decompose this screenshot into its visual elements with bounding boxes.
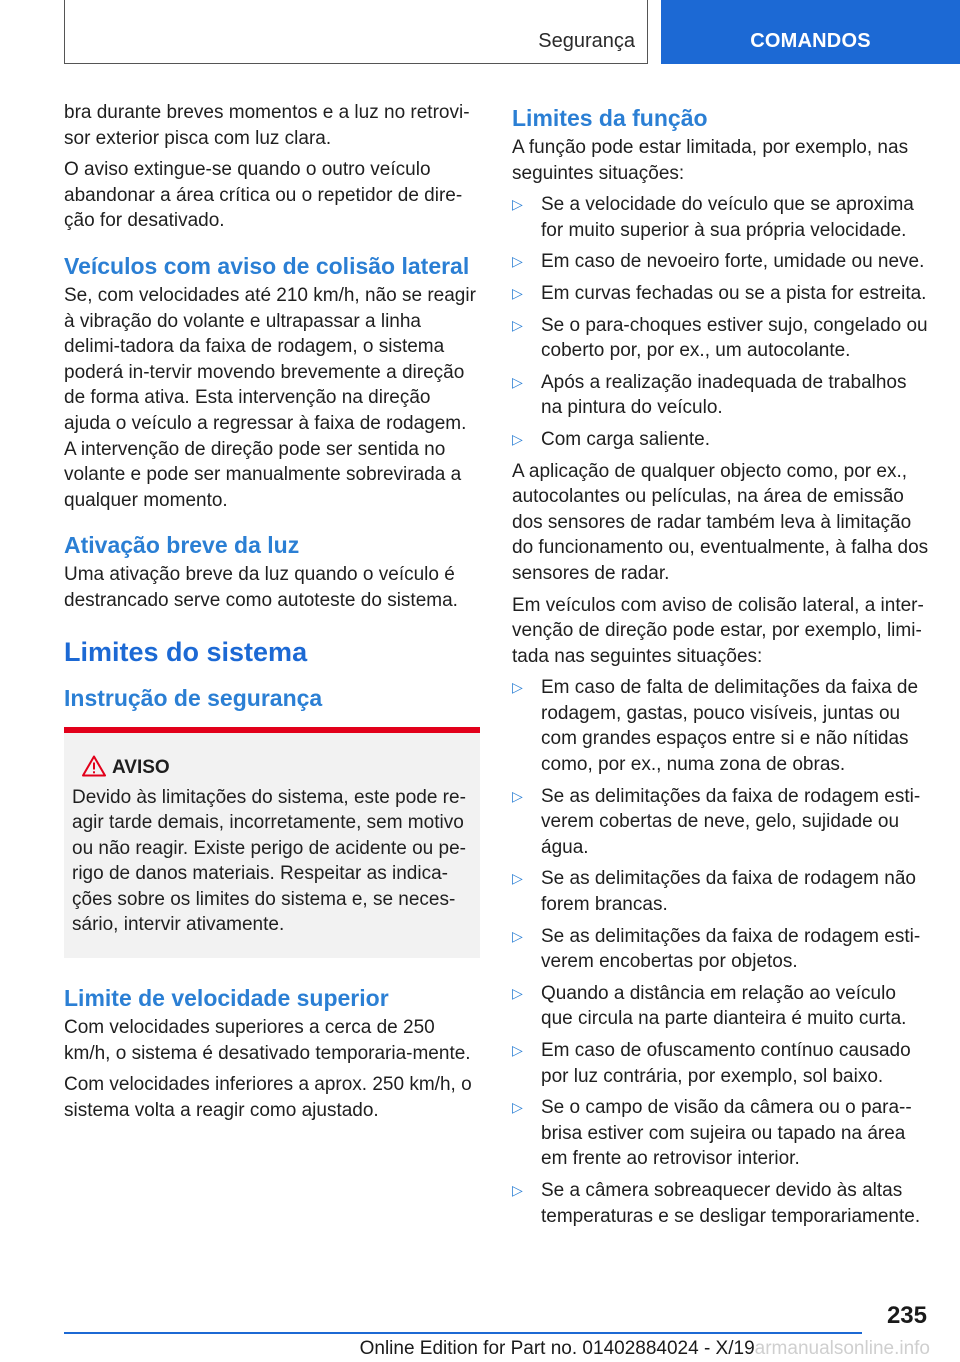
left-column bbox=[64, 100, 480, 1129]
list-item-text: Após a realização inadequada de trabalhos na pintura do veículo. bbox=[541, 371, 907, 419]
paragraph: bra durante breves momentos e a luz no retrovi-sor exterior pisca com luz clara. bbox=[64, 102, 470, 149]
list-item-text: Se a câmera sobreaquecer devido às altas temperaturas e se desligar temporariamente. bbox=[541, 1179, 921, 1227]
footer-divider bbox=[64, 1332, 862, 1334]
triangle-bullet-icon: ▷ bbox=[512, 1181, 523, 1198]
heading-function-limits: Limites da função bbox=[512, 105, 708, 131]
triangle-bullet-icon: ▷ bbox=[512, 679, 523, 696]
paragraph: Se, com velocidades até 210 km/h, não se reagir à vibração do volante e ultrapassar a linha delimi-tadora da faixa de rodagem, o sistema poderá in-tervir movendo brevemente a direção de forma ativa. Esta intervenção na direção ajuda o veículo a regressar à faixa de rodagem. A intervenção de direção pode ser sentida no volante e pode ser manualmente sobrevirada a qualquer momento. bbox=[64, 284, 476, 511]
list-item-text: Se a velocidade do veículo que se aproxima for muito superior à sua própria velocidade. bbox=[541, 194, 914, 241]
list-item bbox=[512, 370, 930, 421]
triangle-bullet-icon: ▷ bbox=[512, 284, 523, 301]
footer-edition: Online Edition for Part no. 01402884024 - X/19 bbox=[359, 1338, 755, 1359]
heading-side-collision: Veículos com aviso de colisão lateral bbox=[64, 252, 470, 279]
heading-safety-instruction: Instrução de segurança bbox=[64, 684, 323, 711]
list-item bbox=[512, 784, 930, 861]
list-item-text: Se o campo de visão da câmera ou o para--brisa estiver com sujeira ou tapado na área em frente ao retrovisor interior. bbox=[541, 1097, 912, 1170]
list-item bbox=[512, 981, 930, 1032]
list-item-text: Em caso de falta de delimitações da faixa de rodagem, gastas, pouco visíveis, juntas ou com grandes espaços entre si e não nítidas como, por ex., numa zona de obras. bbox=[541, 677, 919, 776]
list-item bbox=[512, 192, 930, 243]
heading-light-activation: Ativação breve da luz bbox=[64, 532, 300, 559]
list-item bbox=[512, 313, 930, 364]
triangle-bullet-icon: ▷ bbox=[512, 870, 523, 887]
list-item-text: Se o para-choques estiver sujo, congelado ou coberto por, por ex., um autocolante. bbox=[541, 314, 928, 362]
triangle-bullet-icon: ▷ bbox=[512, 196, 523, 213]
paragraph: Com velocidades inferiores a aprox. 250 km/h, o sistema volta a reagir como ajustado. bbox=[64, 1074, 472, 1121]
list-item-text: Em curvas fechadas ou se a pista for estreita. bbox=[541, 282, 927, 304]
list-item-text: Em caso de ofuscamento contínuo causado por luz contrária, por exemplo, sol baixo. bbox=[541, 1040, 911, 1087]
list-item bbox=[512, 427, 930, 453]
warning-triangle-icon bbox=[82, 755, 106, 782]
triangle-bullet-icon: ▷ bbox=[512, 373, 523, 390]
list-item-text: Com carga saliente. bbox=[541, 428, 710, 450]
list-item bbox=[512, 1178, 930, 1229]
triangle-bullet-icon: ▷ bbox=[512, 984, 523, 1001]
footer-watermark: armanualsonline.info bbox=[754, 1338, 930, 1359]
bullet-list bbox=[512, 675, 930, 1229]
header-chapter-title: COMANDOS bbox=[750, 30, 871, 52]
bullet-list bbox=[512, 192, 930, 452]
heading-system-limits: Limites do sistema bbox=[64, 636, 308, 667]
list-item-text: Se as delimitações da faixa de rodagem não forem brancas. bbox=[541, 868, 916, 916]
right-column bbox=[512, 100, 930, 1235]
paragraph: Em veículos com aviso de colisão lateral, a inter-venção de direção pode estar, por exemplo, limi-tada nas seguintes situações: bbox=[512, 594, 924, 667]
heading-speed-limit: Limite de velocidade superior bbox=[64, 985, 389, 1012]
triangle-bullet-icon: ▷ bbox=[512, 253, 523, 270]
list-item bbox=[512, 1038, 930, 1089]
list-item bbox=[512, 924, 930, 975]
paragraph: A aplicação de qualquer objecto como, por ex., autocolantes ou películas, na área de emissão dos sensores de radar também leva à limitação do funcionamento ou, eventualmente, à falha dos sensores de radar. bbox=[512, 460, 929, 584]
warning-box bbox=[64, 727, 480, 959]
triangle-bullet-icon: ▷ bbox=[512, 1042, 523, 1058]
footer bbox=[0, 1338, 930, 1360]
list-item-text: Se as delimitações da faixa de rodagem esti-verem cobertas de neve, gelo, sujidade ou água. bbox=[541, 785, 921, 858]
triangle-bullet-icon: ▷ bbox=[512, 927, 523, 944]
warning-header bbox=[72, 753, 472, 785]
triangle-bullet-icon: ▷ bbox=[512, 430, 523, 447]
list-item bbox=[512, 281, 930, 307]
triangle-bullet-icon: ▷ bbox=[512, 316, 523, 333]
triangle-bullet-icon: ▷ bbox=[512, 787, 523, 804]
list-item-text: Se as delimitações da faixa de rodagem esti-verem encobertas por objetos. bbox=[541, 925, 921, 973]
list-item-text: Quando a distância em relação ao veículo que circula na parte dianteira é muito curta. bbox=[541, 982, 907, 1030]
warning-title: AVISO bbox=[112, 756, 170, 778]
paragraph: O aviso extingue-se quando o outro veículo abandonar a área crítica ou o repetidor de dire-ção for desativado. bbox=[64, 159, 463, 232]
paragraph: Com velocidades superiores a cerca de 250 km/h, o sistema é desativado temporaria-mente. bbox=[64, 1017, 471, 1064]
list-item-text: Em caso de nevoeiro forte, umidade ou neve. bbox=[541, 251, 925, 273]
list-item bbox=[512, 866, 930, 917]
list-item bbox=[512, 675, 930, 777]
header-chapter-tab[interactable] bbox=[661, 0, 960, 64]
page-number: 235 bbox=[886, 1302, 927, 1329]
list-item bbox=[512, 1095, 930, 1172]
list-item bbox=[512, 249, 930, 275]
warning-text: Devido às limitações do sistema, este pode re-agir tarde demais, incorretamente, sem motivo ou não reagir. Existe perigo de acidente ou pe-rigo de danos materiais. Respeitar as indica-ções sobre os limites do sistema e, se neces-sário, intervir ativamente. bbox=[72, 786, 466, 936]
triangle-bullet-icon: ▷ bbox=[512, 1099, 523, 1116]
paragraph: A função pode estar limitada, por exemplo, nas seguintes situações: bbox=[512, 137, 909, 184]
header-section-title: Segurança bbox=[538, 30, 635, 52]
paragraph: Uma ativação breve da luz quando o veículo é destrancado serve como autoteste do sistema. bbox=[64, 564, 458, 611]
header-section-box bbox=[64, 0, 648, 64]
